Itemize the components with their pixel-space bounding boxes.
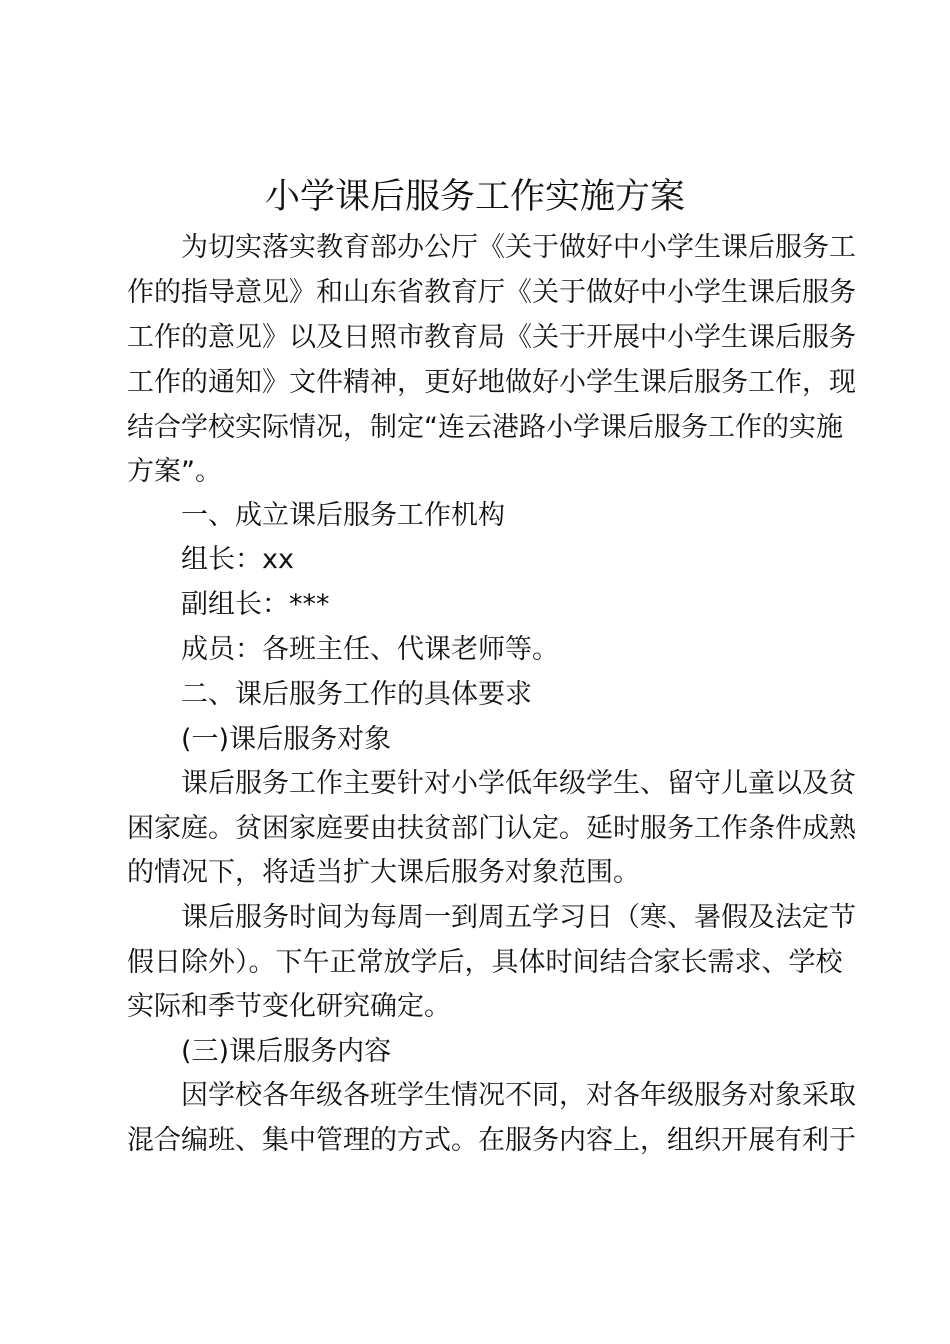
team-leader-line: 组长：xx [181,544,294,575]
document-title: 小学课后服务工作实施方案 [264,177,685,217]
paragraph-line: 作的指导意见》和山东省教育厅《关于做好中小学生课后服务 [127,277,856,308]
subsection-heading: (一)课后服务对象 [181,724,392,755]
paragraph-line: 为切实落实教育部办公厅《关于做好中小学生课后服务工 [181,232,856,263]
paragraph-line: 课后服务工作主要针对小学低年级学生、留守儿童以及贫 [181,768,856,799]
section-heading: 二、课后服务工作的具体要求 [181,679,532,710]
paragraph-line: 因学校各年级各班学生情况不同，对各年级服务对象采取 [181,1080,856,1111]
paragraph-line: 工作的通知》文件精神，更好地做好小学生课后服务工作，现 [127,367,856,398]
paragraph-line: 实际和季节变化研究确定。 [127,991,451,1022]
paragraph-line: 工作的意见》以及日照市教育局《关于开展中小学生课后服务 [127,322,856,353]
paragraph-line: 课后服务时间为每周一到周五学习日（寒、暑假及法定节 [181,902,856,933]
deputy-leader-line: 副组长：*** [181,589,330,620]
subsection-heading: (三)课后服务内容 [181,1036,392,1067]
paragraph-line: 方案”。 [127,456,222,487]
members-line: 成员：各班主任、代课老师等。 [181,634,559,665]
paragraph-line: 的情况下，将适当扩大课后服务对象范围。 [127,857,640,888]
paragraph-line: 混合编班、集中管理的方式。在服务内容上，组织开展有利于 [127,1125,856,1156]
paragraph-line: 结合学校实际情况，制定“连云港路小学课后服务工作的实施 [127,412,843,443]
paragraph-line: 困家庭。贫困家庭要由扶贫部门认定。延时服务工作条件成熟 [127,813,856,844]
section-heading: 一、成立课后服务工作机构 [181,500,505,531]
paragraph-line: 假日除外）。下午正常放学后，具体时间结合家长需求、学校 [127,947,843,978]
